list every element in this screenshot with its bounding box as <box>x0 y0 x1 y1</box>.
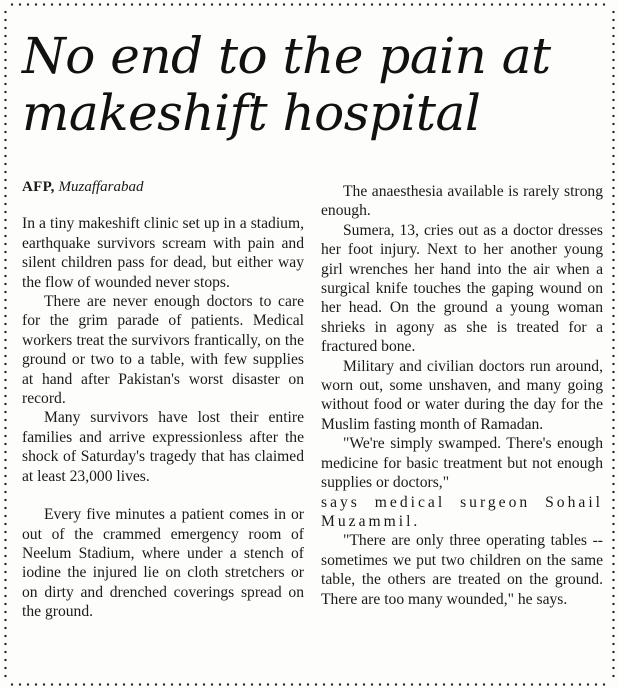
article-column-left <box>22 178 304 622</box>
paragraph: There are never enough doctors to care for the grim parade of patients. Medical workers treat the survivors frantically, on the ground or two to a table, with few supplies at hand after Pakistan's worst disaster on record. <box>22 293 304 408</box>
byline <box>22 178 304 197</box>
byline-place: Muzaffarabad <box>58 179 144 195</box>
dotted-border-bottom <box>8 683 611 686</box>
paragraph: Sumera, 13, cries out as a doctor dresses her foot injury. Next to her another young girl wrenches her hand into the air when a surgical knife touches the gaping wound on her head. On the ground a young woman shrieks in agony as she is treated for a fractured bone. <box>321 221 603 356</box>
paragraph: In a tiny makeshift clinic set up in a stadium, earthquake survivors scream with pain and silent children pass for dead, but either way the flow of wounded never stops. <box>22 215 304 291</box>
paragraph: Many survivors have lost their entire families and arrive expressionless after the shock of Saturday's tragedy that has claimed at least 23,000 lives. <box>22 409 304 485</box>
headline: No end to the pain at makeshift hospital <box>22 27 551 142</box>
dotted-border-right <box>612 8 615 681</box>
paragraph-attribution: says medical surgeon Sohail Muzammil. <box>321 493 603 530</box>
paragraph: Every five minutes a patient comes in or out of the crammed emergency room of Neelum Stadium, where under a stench of iodine the injured lie on cloth stretchers or on dirty and drenched coverings spread on the ground. <box>22 506 304 621</box>
paragraph: The anaesthesia available is rarely strong enough. <box>321 183 603 220</box>
paragraph: "We're simply swamped. There's enough medicine for basic treatment but not enough supplies or doctors," <box>321 435 603 492</box>
paragraph: Military and civilian doctors run around, worn out, some unshaven, and many going without food or water during the day for the Muslim fasting month of Ramadan. <box>321 357 603 433</box>
dotted-border-left <box>4 8 7 681</box>
article-column-right <box>321 182 603 609</box>
dotted-border-top <box>8 3 611 6</box>
byline-agency: AFP, <box>22 179 55 195</box>
paragraph: "There are only three operating tables -- sometimes we put two children on the same table, the others are treated on the ground. There are too many wounded," he says. <box>321 532 603 608</box>
